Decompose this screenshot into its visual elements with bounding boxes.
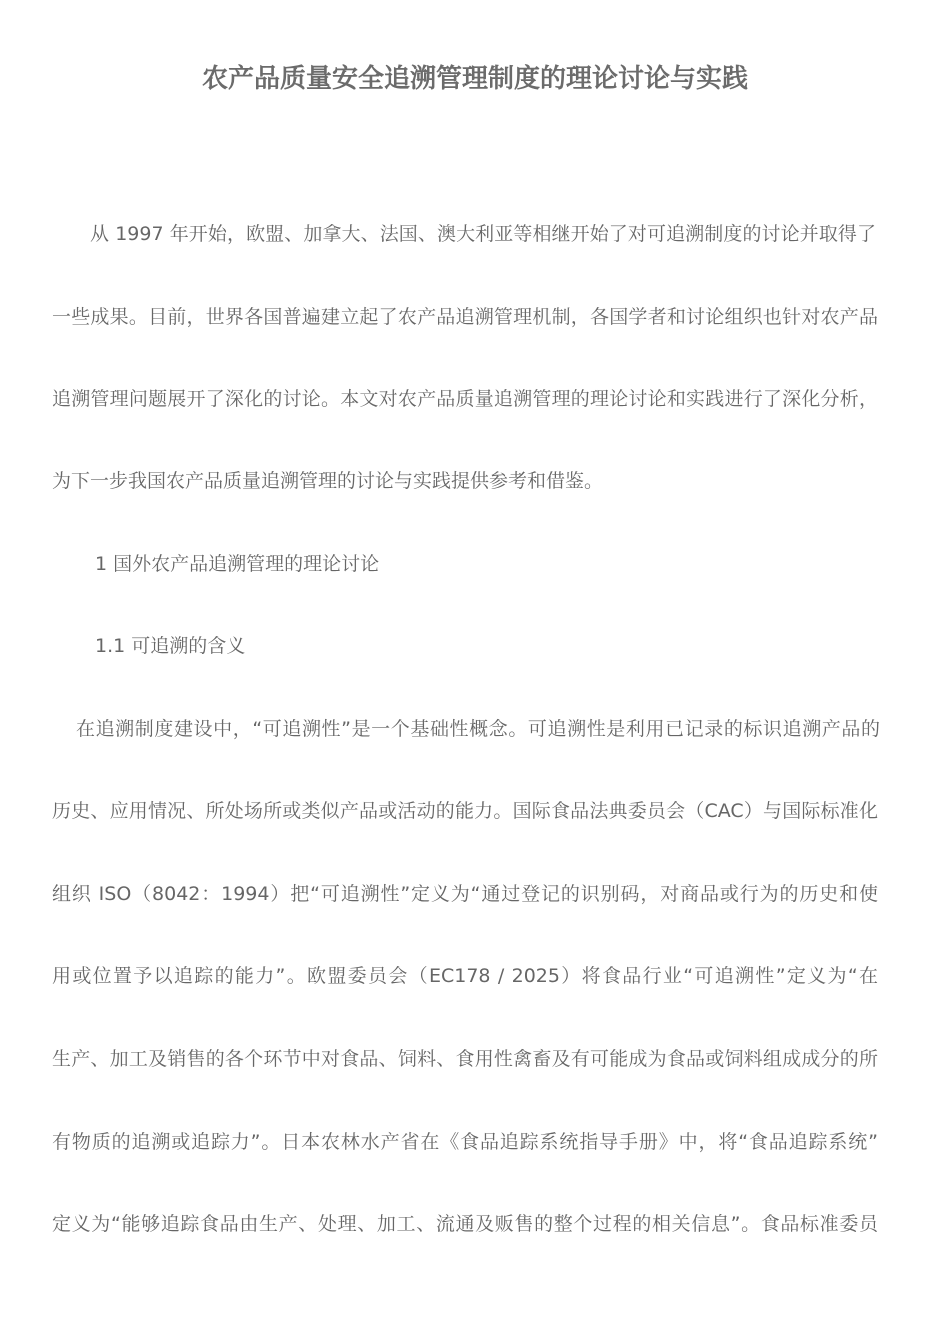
paragraph-line: 用或位置予以追踪的能力”。欧盟委员会（EC178 / 2025）将食品行业“可追溯性”定义为“在 [52, 965, 878, 987]
paragraph-line: 历史、应用情况、所处场所或类似产品或活动的能力。国际食品法典委员会（CAC）与国际标准化 [52, 800, 878, 822]
document-title: 农产品质量安全追溯管理制度的理论讨论与实践 [201, 64, 748, 94]
paragraph-line: 为下一步我国农产品质量追溯管理的讨论与实践提供参考和借鉴。 [52, 470, 604, 492]
paragraph-line: 定义为“能够追踪食品由生产、处理、加工、流通及贩售的整个过程的相关信息”。食品标准委员 [52, 1213, 878, 1235]
section-heading: 1 国外农产品追溯管理的理论讨论 [95, 553, 380, 575]
paragraph-line: 一些成果。目前，世界各国普遍建立起了农产品追溯管理机制，各国学者和讨论组织也针对农产品 [52, 306, 878, 328]
paragraph-line: 从 1997 年开始，欧盟、加拿大、法国、澳大利亚等相继开始了对可追溯制度的讨论并取得了 [90, 223, 876, 245]
paragraph-line: 追溯管理问题展开了深化的讨论。本文对农产品质量追溯管理的理论讨论和实践进行了深化分析， [52, 388, 878, 410]
paragraph-line: 有物质的追溯或追踪力”。日本农林水产省在《食品追踪系统指导手册》中，将“食品追踪系统” [52, 1131, 878, 1153]
subsection-heading: 1.1 可追溯的含义 [95, 635, 246, 657]
paragraph-line: 在追溯制度建设中，“可追溯性”是一个基础性概念。可追溯性是利用已记录的标识追溯产品的 [76, 718, 880, 740]
paragraph-line: 组织 ISO（8042：1994）把“可追溯性”定义为“通过登记的识别码，对商品或行为的历史和使 [52, 883, 878, 905]
paragraph-line: 生产、加工及销售的各个环节中对食品、饲料、食用性禽畜及有可能成为食品或饲料组成成分的所 [52, 1048, 878, 1070]
